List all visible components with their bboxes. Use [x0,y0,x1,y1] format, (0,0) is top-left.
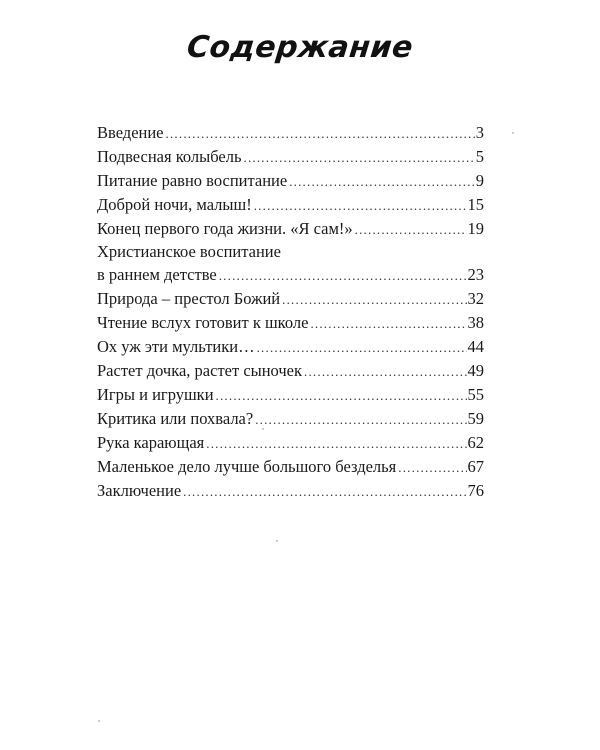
dot-leader [244,146,475,170]
toc-entry [97,263,484,287]
toc-entry[interactable] [97,479,484,503]
toc-entry-page: 5 [475,147,484,166]
toc-entry-title: Питание равно воспитание [97,171,288,190]
toc-entry-multiline[interactable] [97,241,484,287]
toc-entry-page: 9 [475,171,484,190]
toc-entry-title: Чтение вслух готовит к школе [97,313,309,332]
toc-entry-title: Маленькое дело лучше большого безделья [97,457,397,476]
toc-entry-title: Игры и игрушки [97,385,214,404]
toc-entry[interactable] [97,335,484,359]
toc-entry-page: 49 [467,361,484,380]
dot-leader [254,194,467,218]
dot-leader [166,122,475,146]
toc-entry-page: 32 [467,289,484,308]
toc-entry-page: 19 [467,219,484,238]
dot-leader [206,432,466,456]
page-title: Содержание [185,30,415,65]
table-of-contents [97,121,484,503]
toc-entry[interactable] [97,311,484,335]
toc-entry-title: Рука карающая [97,433,205,452]
dot-leader [219,264,467,288]
dot-leader [282,288,466,312]
toc-entry-page: 59 [467,409,484,428]
toc-entry-page: 38 [467,313,484,332]
paper-speck [98,720,100,722]
dot-leader [255,408,466,432]
dot-leader [257,336,467,360]
paper-speck [276,540,278,542]
toc-entry-title: Христианское воспитание [97,242,281,261]
toc-entry-page: 23 [467,265,484,284]
toc-entry-page: 62 [467,433,484,452]
toc-entry[interactable] [97,169,484,193]
toc-entry-title: Конец первого года жизни. «Я сам!» [97,219,353,238]
toc-entry[interactable] [97,121,484,145]
toc-entry[interactable] [97,193,484,217]
dot-leader [304,360,466,384]
toc-entry-title: Доброй ночи, малыш! [97,195,252,214]
toc-entry[interactable] [97,383,484,407]
toc-entry[interactable] [97,455,484,479]
toc-entry-title: Растет дочка, растет сыночек [97,361,303,380]
dot-leader [289,170,475,194]
dot-leader [310,312,466,336]
toc-entry-page: 3 [475,123,484,142]
toc-entry-page: 55 [467,385,484,404]
toc-entry-title-line [97,241,484,263]
toc-entry-title: Критика или похвала? [97,409,254,428]
toc-entry[interactable] [97,217,484,241]
toc-entry-title: Подвесная колыбель [97,147,242,166]
toc-entry[interactable] [97,145,484,169]
dot-leader [183,480,466,504]
toc-entry-page: 67 [467,457,484,476]
paper-speck [262,428,264,430]
toc-entry-title: Природа – престол Божий [97,289,281,308]
toc-entry[interactable] [97,407,484,431]
toc-entry-page: 44 [467,337,484,356]
toc-entry-page: 76 [467,481,484,500]
toc-entry-title: Ох уж эти мультики… [97,337,255,356]
toc-entry-title: Введение [97,123,164,142]
dot-leader [216,384,467,408]
dot-leader [355,218,467,242]
toc-entry[interactable] [97,431,484,455]
dot-leader [398,456,466,480]
toc-entry-title: в раннем детстве [97,265,217,284]
paper-speck [512,132,514,134]
toc-entry[interactable] [97,359,484,383]
toc-entry-title: Заключение [97,481,182,500]
toc-entry[interactable] [97,287,484,311]
toc-entry-page: 15 [467,195,484,214]
